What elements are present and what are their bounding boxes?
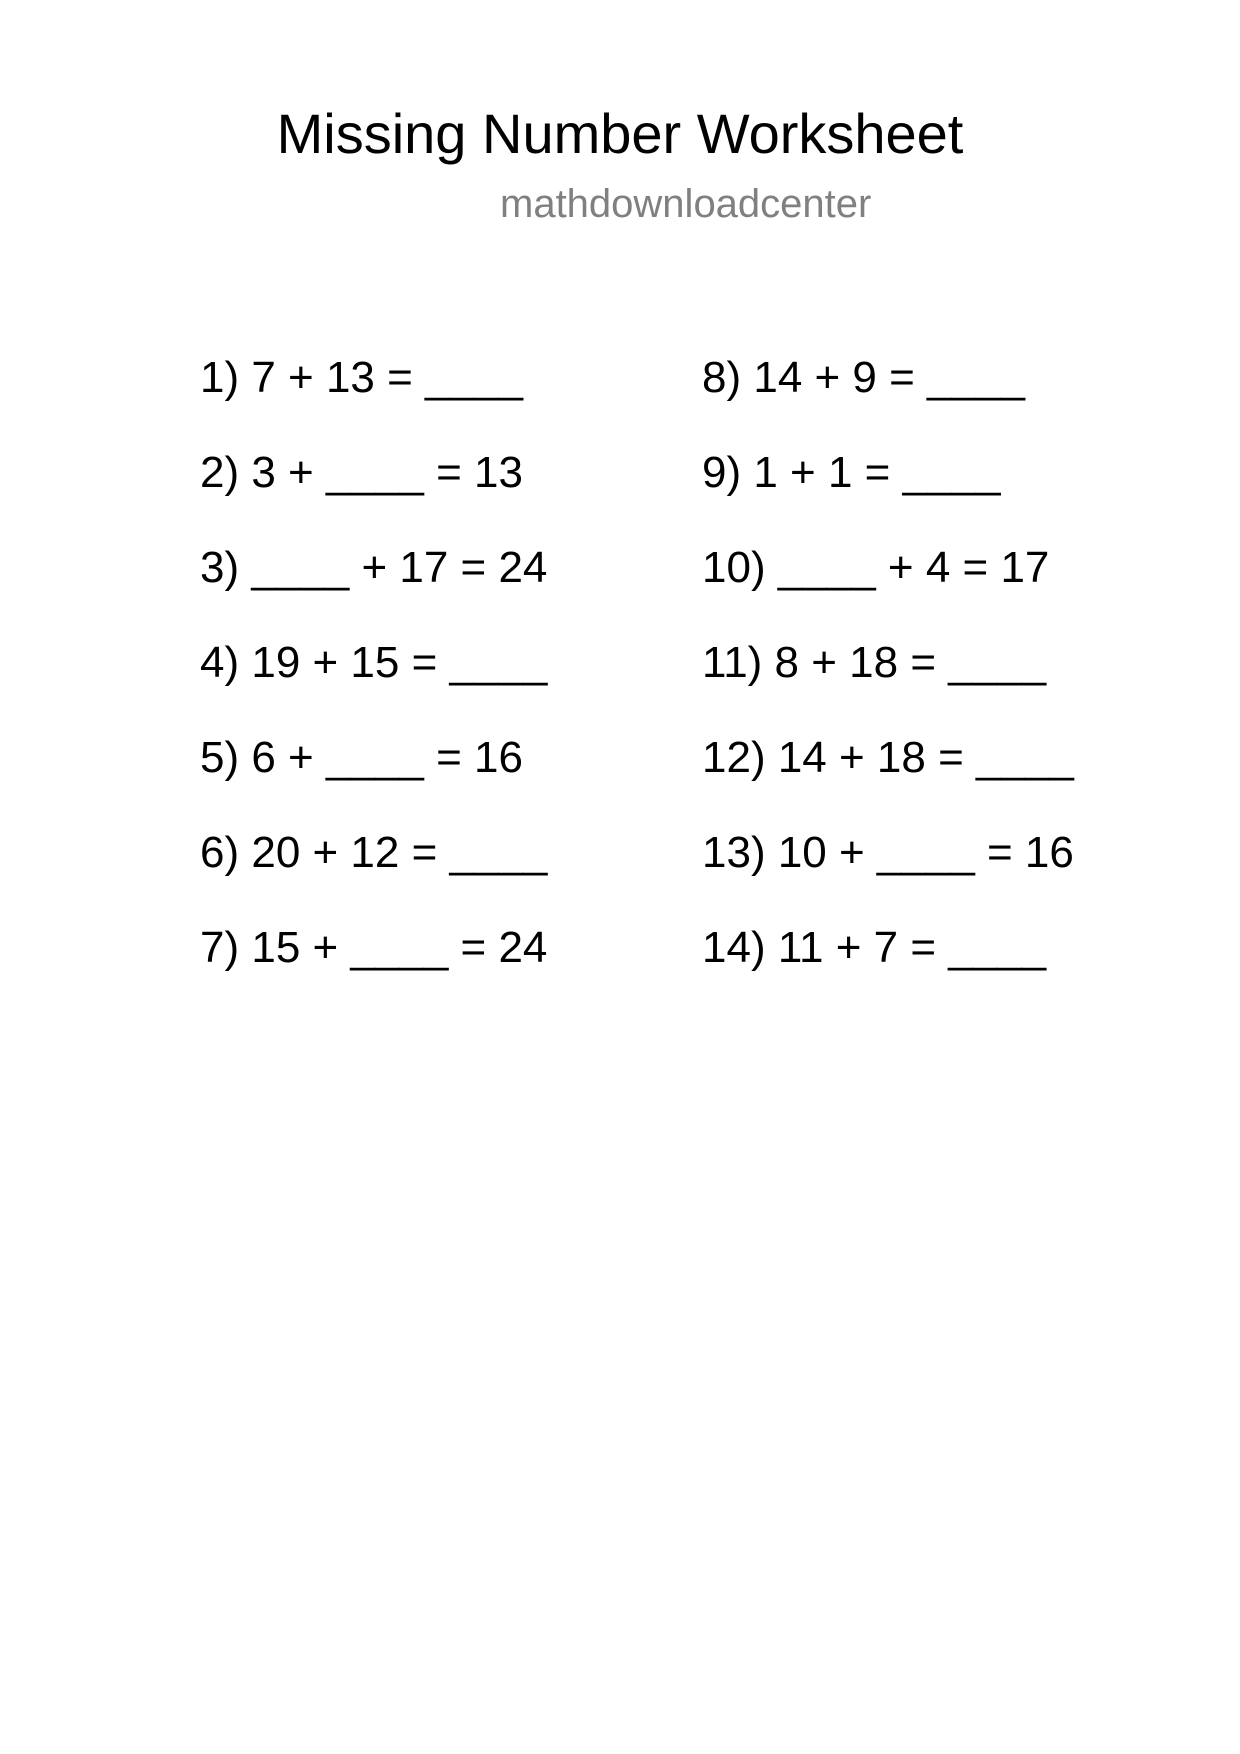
problem-7: 7) 15 + ____ = 24 <box>200 923 548 972</box>
problem-5: 5) 6 + ____ = 16 <box>200 733 523 782</box>
problem-2: 2) 3 + ____ = 13 <box>200 448 523 497</box>
problem-4: 4) 19 + 15 = ____ <box>200 638 548 687</box>
problem-14: 14) 11 + 7 = ____ <box>702 923 1047 972</box>
problem-column-left <box>200 352 720 1017</box>
problem-10: 10) ____ + 4 = 17 <box>702 543 1050 592</box>
page-subtitle: mathdownloadcenter <box>500 182 872 226</box>
problem-column-right <box>702 352 1222 1017</box>
problem-8: 8) 14 + 9 = ____ <box>702 353 1025 402</box>
page-title: Missing Number Worksheet <box>276 102 964 165</box>
problem-11: 11) 8 + 18 = ____ <box>702 638 1047 687</box>
problem-6: 6) 20 + 12 = ____ <box>200 828 548 877</box>
problem-1: 1) 7 + 13 = ____ <box>200 353 523 402</box>
problem-13: 13) 10 + ____ = 16 <box>702 828 1074 877</box>
problem-3: 3) ____ + 17 = 24 <box>200 543 548 592</box>
problem-9: 9) 1 + 1 = ____ <box>702 448 1001 497</box>
problem-12: 12) 14 + 18 = ____ <box>702 733 1074 782</box>
